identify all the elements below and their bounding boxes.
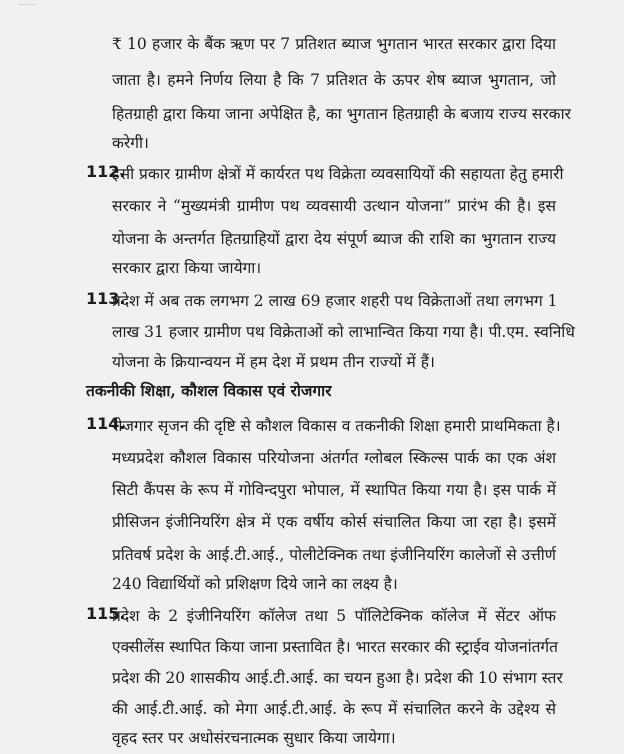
section-heading: तकनीकी शिक्षा, कौशल विकास एवं रोजगार [86, 381, 332, 400]
text-line: मध्यप्रदेश कौशल विकास परियोजना अंतर्गत ग्लोबल स्किल्स पार्क का एक अंश [112, 449, 556, 467]
text-line: जाता है। हमने निर्णय लिया है कि 7 प्रतिशत के ऊपर शेष ब्याज भुगतान, जो [112, 71, 556, 89]
text-line: लाख 31 हजार ग्रामीण पथ विक्रेताओं को लाभान्वित किया गया है। पी.एम. स्वनिधि [112, 323, 575, 341]
text-line: प्रदेश में अब तक लगभग 2 लाख 69 हजार शहरी पथ विक्रेताओं तथा लगभग 1 [112, 292, 558, 310]
paragraph-number: 112. [86, 162, 126, 181]
text-line: योजना के क्रियान्वयन में हम देश में प्रथम तीन राज्यों में हैं। [112, 353, 435, 371]
paragraph-number: 113. [86, 289, 126, 308]
text-line: 240 विद्यार्थियों को प्रशिक्षण दिये जाने का लक्ष्य है। [112, 575, 398, 593]
text-line: ₹ 10 हजार के बैंक ऋण पर 7 प्रतिशत ब्याज भुगतान भारत सरकार द्वारा दिया [112, 35, 556, 53]
text-line: सरकार द्वारा किया जायेगा। [112, 259, 262, 277]
text-line: करेगी। [112, 134, 149, 152]
paragraph-number: 115. [86, 604, 126, 623]
text-line: प्रतिवर्ष प्रदेश के आई.टी.आई., पोलीटेक्निक तथा इंजीनियरिंग कालेजों से उत्तीर्ण [112, 546, 556, 564]
text-line: की आई.टी.आई. को मेगा आई.टी.आई. के रूप में संचालित करने के उद्देश्य से [112, 700, 556, 718]
text-line: योजना के अन्तर्गत हितग्राहियों द्वारा देय संपूर्ण ब्याज की राशि का भुगतान राज्य [112, 230, 556, 248]
scan-artifact [18, 4, 36, 15]
text-line: इसी प्रकार ग्रामीण क्षेत्रों में कार्यरत पथ विक्रेता व्यवसायियों की सहायता हेतु हमारी [112, 165, 564, 183]
text-line: एक्सीलेंस स्थापित किया जाना प्रस्तावित है। भारत सरकार की स्ट्राईव योजनांतर्गत [112, 638, 558, 656]
text-line: प्रीसिजन इंजीनियरिंग क्षेत्र में एक वर्षीय कोर्स संचालित किया जा रहा है। इसमें [112, 513, 556, 531]
text-line: प्रदेश के 2 इंजीनियरिंग कॉलेज तथा 5 पॉलिटेक्निक कॉलेज में सेंटर ऑफ [112, 607, 556, 625]
text-line: हितग्राही द्वारा किया जाना अपेक्षित है, का भुगतान हितग्राही के बजाय राज्य सरकार [112, 105, 571, 123]
text-line: वृहद स्तर पर अधोसंरचनात्मक सुधार किया जायेगा। [112, 729, 396, 747]
text-line: रोजगार सृजन की दृष्टि से कौशल विकास व तकनीकी शिक्षा हमारी प्राथमिकता है। [112, 417, 561, 435]
paragraph-number: 114. [86, 414, 126, 433]
text-line: सरकार ने “मुख्यमंत्री ग्रामीण पथ व्यवसायी उत्थान योजना” प्रारंभ की है। इस [112, 197, 556, 215]
text-line: प्रदेश की 20 शासकीय आई.टी.आई. का चयन हुआ है। प्रदेश की 10 संभाग स्तर [112, 669, 563, 687]
text-line: सिटी कैंपस के रूप में गोविन्दपुरा भोपाल, में स्थापित किया गया है। इस पार्क में [112, 481, 556, 499]
